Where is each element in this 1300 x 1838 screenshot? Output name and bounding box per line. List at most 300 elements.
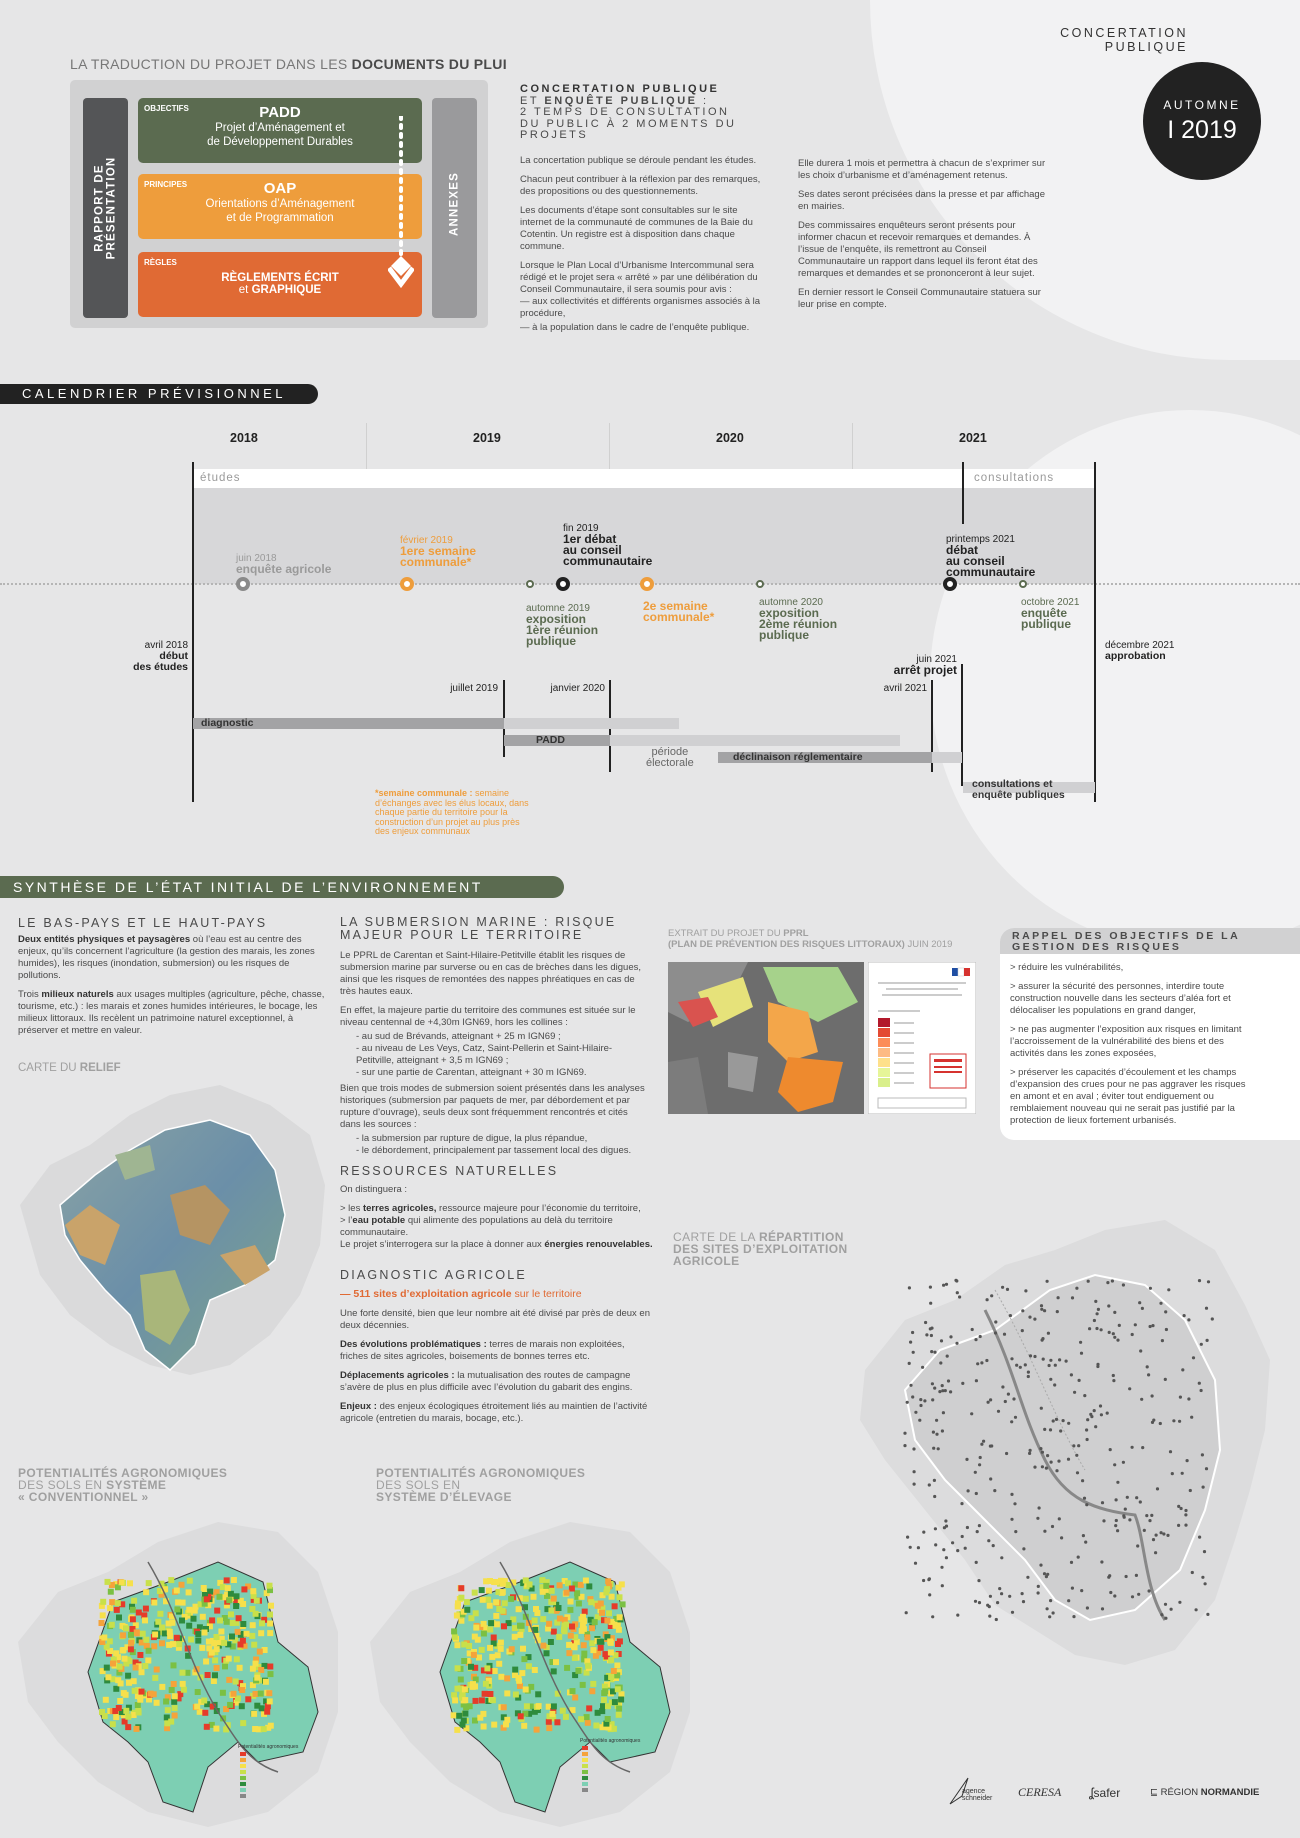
ressources-title: RESSOURCES NATURELLES — [340, 1164, 559, 1178]
soil-cell — [451, 1628, 457, 1634]
farm-site-dot — [935, 1433, 938, 1436]
soil-cell — [498, 1640, 504, 1646]
soil-cell — [172, 1705, 178, 1711]
farm-site-dot — [1011, 1611, 1014, 1614]
soil-cell — [534, 1727, 540, 1733]
soil-cell — [556, 1605, 562, 1611]
soil-cell — [455, 1665, 461, 1671]
soil-cell — [151, 1600, 157, 1606]
soil-cell — [502, 1600, 508, 1606]
soil-cell — [548, 1639, 554, 1645]
farm-site-dot — [922, 1531, 925, 1534]
concertation-heading: CONCERTATION PUBLIQUE ET ENQUÊTE PUBLIQUE : 2 TEMPS DE CONSULTATION DU PUBLIC À 2 MOMENTS DU PROJETS — [520, 83, 737, 141]
farm-site-dot — [989, 1398, 992, 1401]
farm-site-dot — [1137, 1593, 1140, 1596]
soil-cell — [171, 1662, 177, 1668]
farm-site-dot — [980, 1443, 983, 1446]
soil-cell — [267, 1583, 273, 1589]
farm-site-dot — [930, 1334, 933, 1337]
soil-cell — [516, 1606, 522, 1612]
soil-cell — [264, 1709, 270, 1715]
label-juil2019: juillet 2019 — [450, 683, 498, 694]
farm-site-dot — [1080, 1352, 1083, 1355]
farm-site-dot — [1006, 1288, 1009, 1291]
farm-site-dot — [1141, 1446, 1144, 1449]
farm-site-dot — [1202, 1486, 1205, 1489]
concertation-text-left: La concertation publique se déroule pendant les études. Chacun peut contribuer à la réflexion par des remarques, des propositions ou des questionnements. Les documents d’étape sont consultables sur le site internet de la communauté de communes de la Baie du Cotentin. Un registre est à disposition dans chaque commune. Lorsque le Plan Local d’Urbanisme Intercommunal sera rédigé et le projet sera « arrêté » par une délibération du Conseil Communautaire, il sera soumis pour avis : — aux collectivités et différents organismes associés à la procédure, — à la population dans le cadre de l’enquête publique. — [520, 155, 761, 333]
farm-site-dot — [1033, 1318, 1036, 1321]
farm-site-dot — [1107, 1304, 1110, 1307]
pprl-legend-sheet — [868, 962, 976, 1114]
farm-site-dot — [909, 1384, 912, 1387]
soil-cell — [229, 1634, 235, 1640]
farm-site-dot — [912, 1447, 915, 1450]
farm-site-dot — [985, 1359, 988, 1362]
farm-site-dot — [1107, 1576, 1110, 1579]
farm-site-dot — [931, 1382, 934, 1385]
farm-site-dot — [1001, 1286, 1004, 1289]
soil-cell — [608, 1674, 614, 1680]
soil-cell — [500, 1581, 506, 1587]
soil-cell — [575, 1668, 581, 1674]
soil-cell — [572, 1655, 578, 1661]
soil-cell — [103, 1697, 109, 1703]
soil-cell — [233, 1603, 239, 1609]
farm-site-dot — [946, 1355, 949, 1358]
farm-site-dot — [1100, 1328, 1103, 1331]
soil-cell — [579, 1616, 585, 1622]
soil-cell — [263, 1679, 269, 1685]
farm-site-dot — [1028, 1452, 1031, 1455]
soil-cell — [479, 1647, 485, 1653]
soil-cell — [479, 1587, 485, 1593]
soil-cell — [609, 1594, 615, 1600]
farm-site-dot — [1097, 1308, 1100, 1311]
soil-cell — [268, 1723, 274, 1729]
farm-site-dot — [1131, 1595, 1134, 1598]
soil-cell — [581, 1642, 587, 1648]
soil-cell — [202, 1710, 208, 1716]
soil-cell — [172, 1693, 178, 1699]
farm-site-dot — [1195, 1608, 1198, 1611]
soil-cell — [172, 1713, 178, 1719]
farm-site-dot — [1057, 1460, 1060, 1463]
farm-site-dot — [1029, 1354, 1032, 1357]
flow-arrow-icon — [388, 116, 414, 292]
soil-cell — [456, 1713, 462, 1719]
soil-cell — [586, 1705, 592, 1711]
soil-cell — [519, 1670, 525, 1676]
farm-site-dot — [1085, 1428, 1088, 1431]
soil-cell — [267, 1621, 273, 1627]
soil-cell — [462, 1711, 468, 1717]
farm-site-dot — [1087, 1280, 1090, 1283]
farm-site-dot — [1131, 1446, 1134, 1449]
farm-site-dot — [994, 1320, 997, 1323]
soil-cell — [461, 1658, 467, 1664]
farm-site-dot — [951, 1541, 954, 1544]
farm-site-dot — [1146, 1365, 1149, 1368]
farm-site-dot — [1049, 1599, 1052, 1602]
soil-cell — [549, 1588, 555, 1594]
soil-cell — [143, 1606, 149, 1612]
soil-cell — [114, 1607, 120, 1613]
soil-cell — [239, 1687, 245, 1693]
soil-cell — [595, 1603, 601, 1609]
farm-site-dot — [1042, 1358, 1045, 1361]
pot1-legend-title: Potentialités agronomiques — [238, 1744, 299, 1750]
soil-cell — [186, 1589, 192, 1595]
farm-site-dot — [1010, 1493, 1013, 1496]
soil-cell — [99, 1620, 105, 1626]
tick-consultations — [962, 462, 964, 524]
farm-site-dot — [1165, 1328, 1168, 1331]
soil-cell — [512, 1667, 518, 1673]
event-juin2021: juin 2021 arrêt projet — [893, 654, 957, 677]
soil-cell — [462, 1697, 468, 1703]
label-jan2020: janvier 2020 — [550, 683, 605, 694]
farm-site-dot — [961, 1535, 964, 1538]
soil-cell — [468, 1615, 474, 1621]
farm-site-dot — [1109, 1448, 1112, 1451]
concertation-text-right: Elle durera 1 mois et permettra à chacun de s’exprimer sur les choix d’urbanisme et d’aménagement retenus. Ses dates seront précisées dans la presse et par affichage en mairies. Des commissaires enquêteurs seront présents pour informer chacun et recevoir remarques et demandes. À l’issue de l’enquête, ils remettront au Conseil Communautaire un rapport dans lequel ils feront état des remarques et demandes et se prononceront à leur sujet. En dernier ressort le Conseil Communautaire statuera sur leur prise en compte. — [798, 158, 1046, 310]
event-sem2: 2e semaine communale* — [643, 599, 715, 624]
farm-site-dot — [1139, 1500, 1142, 1503]
farm-site-dot — [1048, 1615, 1051, 1618]
farm-site-dot — [913, 1470, 916, 1473]
annexes-column: ANNEXES — [432, 98, 477, 318]
farm-site-dot — [1039, 1564, 1042, 1567]
farm-site-dot — [1177, 1505, 1180, 1508]
farm-site-dot — [1100, 1413, 1103, 1416]
farm-site-dot — [1178, 1420, 1181, 1423]
soil-cell — [500, 1589, 506, 1595]
soil-cell — [617, 1594, 623, 1600]
farm-site-dot — [1094, 1300, 1097, 1303]
soil-cell — [179, 1618, 185, 1624]
farm-site-dot — [1099, 1404, 1102, 1407]
soil-cell — [566, 1642, 572, 1648]
soil-cell — [214, 1646, 220, 1652]
soil-cell — [598, 1645, 604, 1651]
soil-cell — [122, 1656, 128, 1662]
soil-cell — [250, 1622, 256, 1628]
synthese-banner: SYNTHÈSE DE L’ÉTAT INITIAL DE L’ENVIRONNEMENT — [0, 876, 564, 898]
farm-site-dot — [979, 1456, 982, 1459]
farm-site-dot — [1109, 1591, 1112, 1594]
soil-cell — [137, 1694, 143, 1700]
soil-cell — [568, 1599, 574, 1605]
farm-site-dot — [1050, 1461, 1053, 1464]
soil-cell — [119, 1579, 125, 1585]
event-juin2018: juin 2018 enquête agricole — [236, 553, 332, 576]
soil-cell — [532, 1618, 538, 1624]
rappel-list: > réduire les vulnérabilités, > assurer la sécurité des personnes, interdire toute construction nouvelle dans les secteurs d’aléa fort et délocaliser les populations en grand danger, > ne pas augmenter l’exposition aux risques en limitant l’accroissement de la vulnérabilité des biens et des activités dans les zones exposées, > préserver les capacités d’écoulement et les champs d’expansion des crues pour ne pas aggraver les risques en amont et en aval ; éviter tout endiguement ou remblaiement nouveau qui ne serait pas justifié par la protection de lieux fortement urbanisés. — [1010, 962, 1246, 1126]
soil-cell — [125, 1673, 131, 1679]
soil-cell — [123, 1692, 129, 1698]
farm-site-dot — [921, 1366, 924, 1369]
farm-site-dot — [1088, 1327, 1091, 1330]
soil-cell — [130, 1607, 136, 1613]
soil-cell — [252, 1726, 258, 1732]
farm-site-dot — [1164, 1617, 1167, 1620]
soil-cell — [540, 1616, 546, 1622]
farm-site-dot — [1014, 1416, 1017, 1419]
farm-site-dot — [1126, 1496, 1129, 1499]
soil-cell — [204, 1724, 210, 1730]
soil-cell — [145, 1658, 151, 1664]
bar-diagnostic: diagnostic — [193, 718, 504, 729]
soil-cell — [518, 1713, 524, 1719]
soil-cell — [451, 1692, 457, 1698]
soil-cell — [493, 1613, 499, 1619]
farm-site-dot — [1086, 1606, 1089, 1609]
soil-cell — [517, 1623, 523, 1629]
farm-site-dot — [1189, 1489, 1192, 1492]
event-fin2019: fin 2019 1er débat au conseil communautaire — [563, 523, 653, 568]
event-dot — [640, 577, 654, 591]
farm-site-dot — [1172, 1419, 1175, 1422]
soil-cell — [560, 1708, 566, 1714]
soil-cell — [131, 1598, 137, 1604]
soil-cell — [471, 1652, 477, 1658]
farm-site-dot — [1211, 1317, 1214, 1320]
farm-site-dot — [1184, 1509, 1187, 1512]
farm-site-dot — [1171, 1472, 1174, 1475]
farm-site-dot — [944, 1519, 947, 1522]
soil-cell — [454, 1642, 460, 1648]
farm-site-dot — [923, 1399, 926, 1402]
farm-site-dot — [949, 1390, 952, 1393]
bar-padd-tail — [610, 735, 900, 746]
farm-site-dot — [1198, 1279, 1201, 1282]
soil-cell — [582, 1609, 588, 1615]
farm-site-dot — [1001, 1385, 1004, 1388]
soil-cell — [112, 1708, 118, 1714]
soil-cell — [604, 1618, 610, 1624]
soil-cell — [473, 1698, 479, 1704]
farm-site-dot — [1041, 1339, 1044, 1342]
event-dot — [556, 577, 570, 591]
soil-cell — [249, 1633, 255, 1639]
farm-site-dot — [1041, 1465, 1044, 1468]
farm-site-dot — [1043, 1530, 1046, 1533]
farm-site-dot — [1106, 1281, 1109, 1284]
farm-site-dot — [1149, 1287, 1152, 1290]
soil-cell — [606, 1610, 612, 1616]
soil-cell — [583, 1578, 589, 1584]
farm-site-dot — [924, 1321, 927, 1324]
farm-site-dot — [1143, 1529, 1146, 1532]
farm-site-dot — [942, 1548, 945, 1551]
farm-site-dot — [1076, 1471, 1079, 1474]
soil-cell — [489, 1654, 495, 1660]
farm-site-dot — [1198, 1536, 1201, 1539]
farm-site-dot — [998, 1587, 1001, 1590]
soil-cell — [569, 1624, 575, 1630]
farm-site-dot — [1060, 1536, 1063, 1539]
soil-cell — [523, 1596, 529, 1602]
soil-cell — [556, 1634, 562, 1640]
farm-site-dot — [935, 1419, 938, 1422]
soil-cell — [107, 1638, 113, 1644]
farm-site-dot — [1082, 1534, 1085, 1537]
farm-site-dot — [918, 1419, 921, 1422]
soil-cell — [568, 1633, 574, 1639]
soil-cell — [564, 1622, 570, 1628]
farm-site-dot — [929, 1327, 932, 1330]
farm-site-dot — [1207, 1280, 1210, 1283]
farm-site-dot — [1055, 1418, 1058, 1421]
farm-site-dot — [990, 1294, 993, 1297]
soil-cell — [165, 1707, 171, 1713]
farm-site-dot — [980, 1361, 983, 1364]
farm-site-dot — [1038, 1506, 1041, 1509]
soil-cell — [125, 1714, 131, 1720]
soil-cell — [221, 1640, 227, 1646]
soil-cell — [159, 1640, 165, 1646]
farm-site-dot — [1079, 1341, 1082, 1344]
soil-cell — [584, 1634, 590, 1640]
soil-cell — [566, 1650, 572, 1656]
farm-site-dot — [1128, 1518, 1131, 1521]
farm-site-dot — [942, 1284, 945, 1287]
soil-cell — [235, 1629, 241, 1635]
farm-site-dot — [974, 1600, 977, 1603]
soil-cell — [544, 1650, 550, 1656]
soil-cell — [239, 1703, 245, 1709]
farm-site-dot — [1151, 1324, 1154, 1327]
soil-cell — [128, 1640, 134, 1646]
consultations-label: consultations — [974, 472, 1055, 484]
farm-site-dot — [987, 1539, 990, 1542]
soil-cell — [599, 1708, 605, 1714]
farm-site-dot — [1116, 1481, 1119, 1484]
soil-cell — [128, 1646, 134, 1652]
soil-cell — [131, 1678, 137, 1684]
soil-cell — [500, 1608, 506, 1614]
farm-site-dot — [1204, 1582, 1207, 1585]
year-2020: 2020 — [716, 431, 744, 445]
soil-cell — [123, 1625, 129, 1631]
calendar-banner: CALENDRIER PRÉVISIONNEL — [0, 384, 318, 404]
farm-site-dot — [1004, 1400, 1007, 1403]
farm-site-dot — [1159, 1422, 1162, 1425]
soil-cell — [464, 1607, 470, 1613]
soil-cell — [503, 1721, 509, 1727]
soil-cell — [550, 1711, 556, 1717]
soil-cell — [171, 1681, 177, 1687]
farm-site-dot — [1008, 1595, 1011, 1598]
diagnostic-highlight: — 511 sites d’exploitation agricole sur le territoire — [340, 1288, 582, 1300]
soil-cell — [454, 1613, 460, 1619]
farm-site-dot — [937, 1447, 940, 1450]
soil-cell — [597, 1639, 603, 1645]
farm-site-dot — [927, 1578, 930, 1581]
soil-cell — [521, 1656, 527, 1662]
farm-site-dot — [1045, 1467, 1048, 1470]
farm-site-dot — [929, 1302, 932, 1305]
farm-site-dot — [1077, 1556, 1080, 1559]
soil-cell — [134, 1726, 140, 1732]
soil-cell — [258, 1630, 264, 1636]
soil-cell — [123, 1708, 129, 1714]
soil-cell — [143, 1589, 149, 1595]
farm-site-dot — [1055, 1469, 1058, 1472]
soil-cell — [214, 1634, 220, 1640]
soil-cell — [492, 1668, 498, 1674]
soil-cell — [620, 1601, 626, 1607]
soil-cell — [481, 1724, 487, 1730]
farm-site-dot — [1052, 1611, 1055, 1614]
farm-site-dot — [1125, 1575, 1128, 1578]
farm-site-dot — [1054, 1364, 1057, 1367]
soil-cell — [222, 1663, 228, 1669]
soil-cell — [217, 1618, 223, 1624]
label-avr2021: avril 2021 — [883, 683, 927, 694]
soil-cell — [452, 1697, 458, 1703]
soil-cell — [132, 1688, 138, 1694]
farm-site-dot — [1000, 1556, 1003, 1559]
soil-cell — [588, 1599, 594, 1605]
soil-cell — [117, 1698, 123, 1704]
soil-cell — [464, 1599, 470, 1605]
soil-cell — [238, 1642, 244, 1648]
year-2019: 2019 — [473, 431, 501, 445]
soil-cell — [104, 1665, 110, 1671]
farm-site-dot — [979, 1335, 982, 1338]
farm-site-dot — [1067, 1422, 1070, 1425]
farm-site-dot — [994, 1331, 997, 1334]
farm-site-dot — [1077, 1444, 1080, 1447]
submersion-title: LA SUBMERSION MARINE : RISQUE MAJEUR POUR LE TERRITOIRE — [340, 915, 617, 942]
soil-cell — [116, 1615, 122, 1621]
farm-site-dot — [1148, 1589, 1151, 1592]
soil-cell — [201, 1698, 207, 1704]
soil-cell — [572, 1695, 578, 1701]
soil-cell — [152, 1632, 158, 1638]
soil-cell — [108, 1589, 114, 1595]
farm-site-dot — [931, 1615, 934, 1618]
farm-site-dot — [1102, 1519, 1105, 1522]
soil-cell — [531, 1594, 537, 1600]
soil-cell — [480, 1597, 486, 1603]
soil-cell — [553, 1659, 559, 1665]
soil-cell — [127, 1580, 133, 1586]
soil-cell — [227, 1702, 233, 1708]
soil-cell — [593, 1723, 599, 1729]
soil-cell — [211, 1678, 217, 1684]
soil-cell — [546, 1725, 552, 1731]
farm-site-dot — [1073, 1391, 1076, 1394]
farm-site-dot — [1019, 1366, 1022, 1369]
farm-site-dot — [1009, 1314, 1012, 1317]
farm-site-dot — [1096, 1312, 1099, 1315]
farm-site-dot — [933, 1495, 936, 1498]
rappel-title: RAPPEL DES OBJECTIFS DE LA GESTION DES RISQUES — [1000, 928, 1300, 954]
soil-cell — [237, 1665, 243, 1671]
farm-site-dot — [931, 1398, 934, 1401]
farm-site-dot — [1036, 1517, 1039, 1520]
farm-site-dot — [1075, 1287, 1078, 1290]
soil-cell — [578, 1582, 584, 1588]
soil-cell — [551, 1629, 557, 1635]
soil-cell — [501, 1704, 507, 1710]
farm-site-dot — [933, 1479, 936, 1482]
soil-cell — [557, 1582, 563, 1588]
ressources-text: On distinguera : > les terres agricoles, ressource majeure pour l’économie du territoire, > l’eau potable qui alimente des populations au delà du territoire communautaire. Le projet s’interrogera sur la place à donner aux énergies renouvelables. — [340, 1184, 653, 1250]
farm-site-dot — [903, 1432, 906, 1435]
